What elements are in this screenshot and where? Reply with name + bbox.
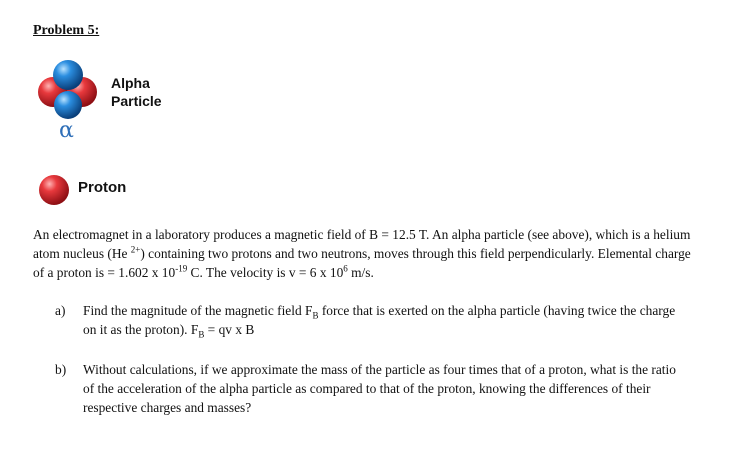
neutron-sphere	[53, 60, 83, 90]
problem-paragraph: An electromagnet in a laboratory produces a magnetic field of B = 12.5 T. An alpha particle (see above), which is a helium atom nucleus (He $^{2+}$) containing two protons and two neutrons, moves through this field perpendicularly. Elemental charge of a proton is = 1.602 x $10^{-19}$ C. The velocity is v = 6 x $10^6$ m/s.	[33, 227, 691, 280]
neutron-sphere	[54, 91, 82, 119]
question-a-text: Find the magnitude of the magnetic field $F_B$ force that is exerted on the alpha particle (having twice the charge on it as the proton). $F_B$ = qv x B	[83, 303, 676, 340]
question-b	[55, 360, 685, 417]
question-a	[55, 301, 685, 339]
alpha-particle-label: Alpha Particle	[111, 75, 162, 109]
question-b-marker: b)	[55, 362, 67, 377]
proton-label: Proton	[78, 179, 127, 196]
alpha-symbol: α	[59, 118, 74, 143]
alpha-particle-icon	[30, 56, 108, 122]
question-a-marker: a)	[55, 303, 66, 318]
question-b-text: Without calculations, if we approximate the mass of the particle as four times that of a proton, what is the ratio of the acceleration of the alpha particle as compared to that of the proton, knowing the differences of their respective charges and masses?	[83, 362, 676, 415]
problem-heading: Problem 5:	[33, 23, 100, 38]
proton-icon	[38, 174, 70, 206]
